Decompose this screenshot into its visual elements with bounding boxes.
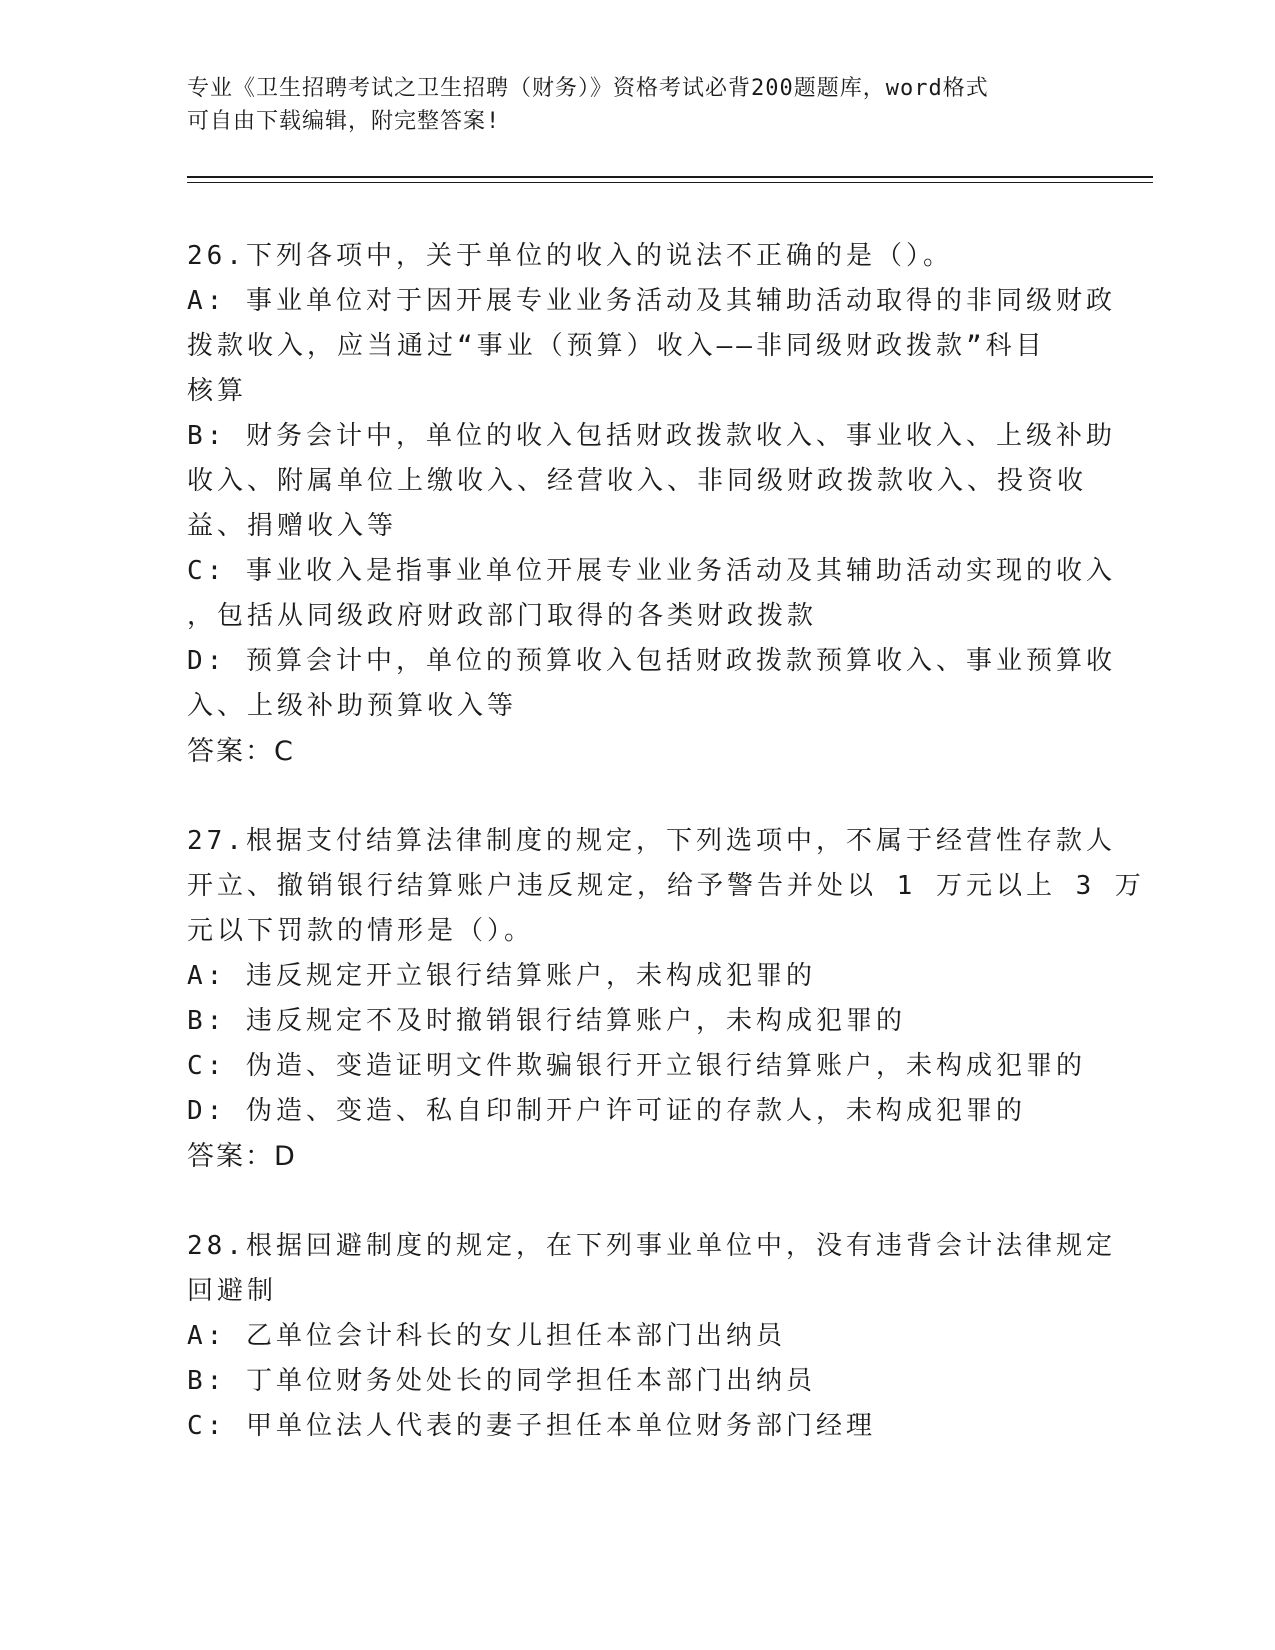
option-a-line: 核算 [187, 376, 248, 406]
question-text-line: 26.下列各项中，关于单位的收入的说法不正确的是（）。 [187, 241, 953, 271]
question-text-line: 27.根据支付结算法律制度的规定，下列选项中，不属于经营性存款人 [187, 826, 1116, 856]
option-a-line: A: 违反规定开立银行结算账户，未构成犯罪的 [187, 961, 816, 991]
document-header [187, 72, 1087, 138]
question-text-line: 28.根据回避制度的规定，在下列事业单位中，没有违背会计法律规定 [187, 1231, 1116, 1261]
question-list [187, 234, 1145, 1494]
option-b-line: 收入、附属单位上缴收入、经营收入、非同级财政拨款收入、投资收 [187, 466, 1088, 496]
question-26 [187, 234, 1116, 774]
option-c-line: C: 甲单位法人代表的妻子担任本单位财务部门经理 [187, 1411, 876, 1441]
option-d-line: D: 预算会计中，单位的预算收入包括财政拨款预算收入、事业预算收 [187, 646, 1116, 676]
header-divider-thick [187, 176, 1153, 178]
option-a-line: A: 事业单位对于因开展专业业务活动及其辅助活动取得的非同级财政 [187, 286, 1116, 316]
option-c-line: C: 伪造、变造证明文件欺骗银行开立银行结算账户，未构成犯罪的 [187, 1051, 1086, 1081]
answer-label: 答案：C [187, 736, 295, 767]
question-text-line: 元以下罚款的情形是（）。 [187, 916, 535, 946]
option-c-line: ，包括从同级政府财政部门取得的各类财政拨款 [187, 601, 818, 631]
header-divider-thin [187, 182, 1153, 183]
option-d-line: 入、上级补助预算收入等 [187, 691, 518, 721]
answer-label: 答案：D [187, 1141, 297, 1172]
question-28 [187, 1224, 1116, 1449]
option-b-line: 益、捐赠收入等 [187, 511, 398, 541]
option-c-line: C: 事业收入是指事业单位开展专业业务活动及其辅助活动实现的收入 [187, 556, 1116, 586]
header-line-2: 可自由下载编辑，附完整答案! [187, 109, 501, 134]
header-line-1: 专业《卫生招聘考试之卫生招聘（财务）》资格考试必背200题题库，word格式 [187, 76, 989, 101]
question-text-line: 回避制 [187, 1276, 278, 1306]
question-text-line: 开立、撤销银行结算账户违反规定，给予警告并处以 1 万元以上 3 万 [187, 871, 1145, 901]
option-a-line: 拨款收入，应当通过“事业（预算）收入——非同级财政拨款”科目 [187, 331, 1046, 361]
question-27 [187, 819, 1145, 1179]
option-d-line: D: 伪造、变造、私自印制开户许可证的存款人，未构成犯罪的 [187, 1096, 1026, 1126]
option-b-line: B: 丁单位财务处处长的同学担任本部门出纳员 [187, 1366, 816, 1396]
option-a-line: A: 乙单位会计科长的女儿担任本部门出纳员 [187, 1321, 786, 1351]
option-b-line: B: 财务会计中，单位的收入包括财政拨款收入、事业收入、上级补助 [187, 421, 1116, 451]
option-b-line: B: 违反规定不及时撤销银行结算账户，未构成犯罪的 [187, 1006, 906, 1036]
